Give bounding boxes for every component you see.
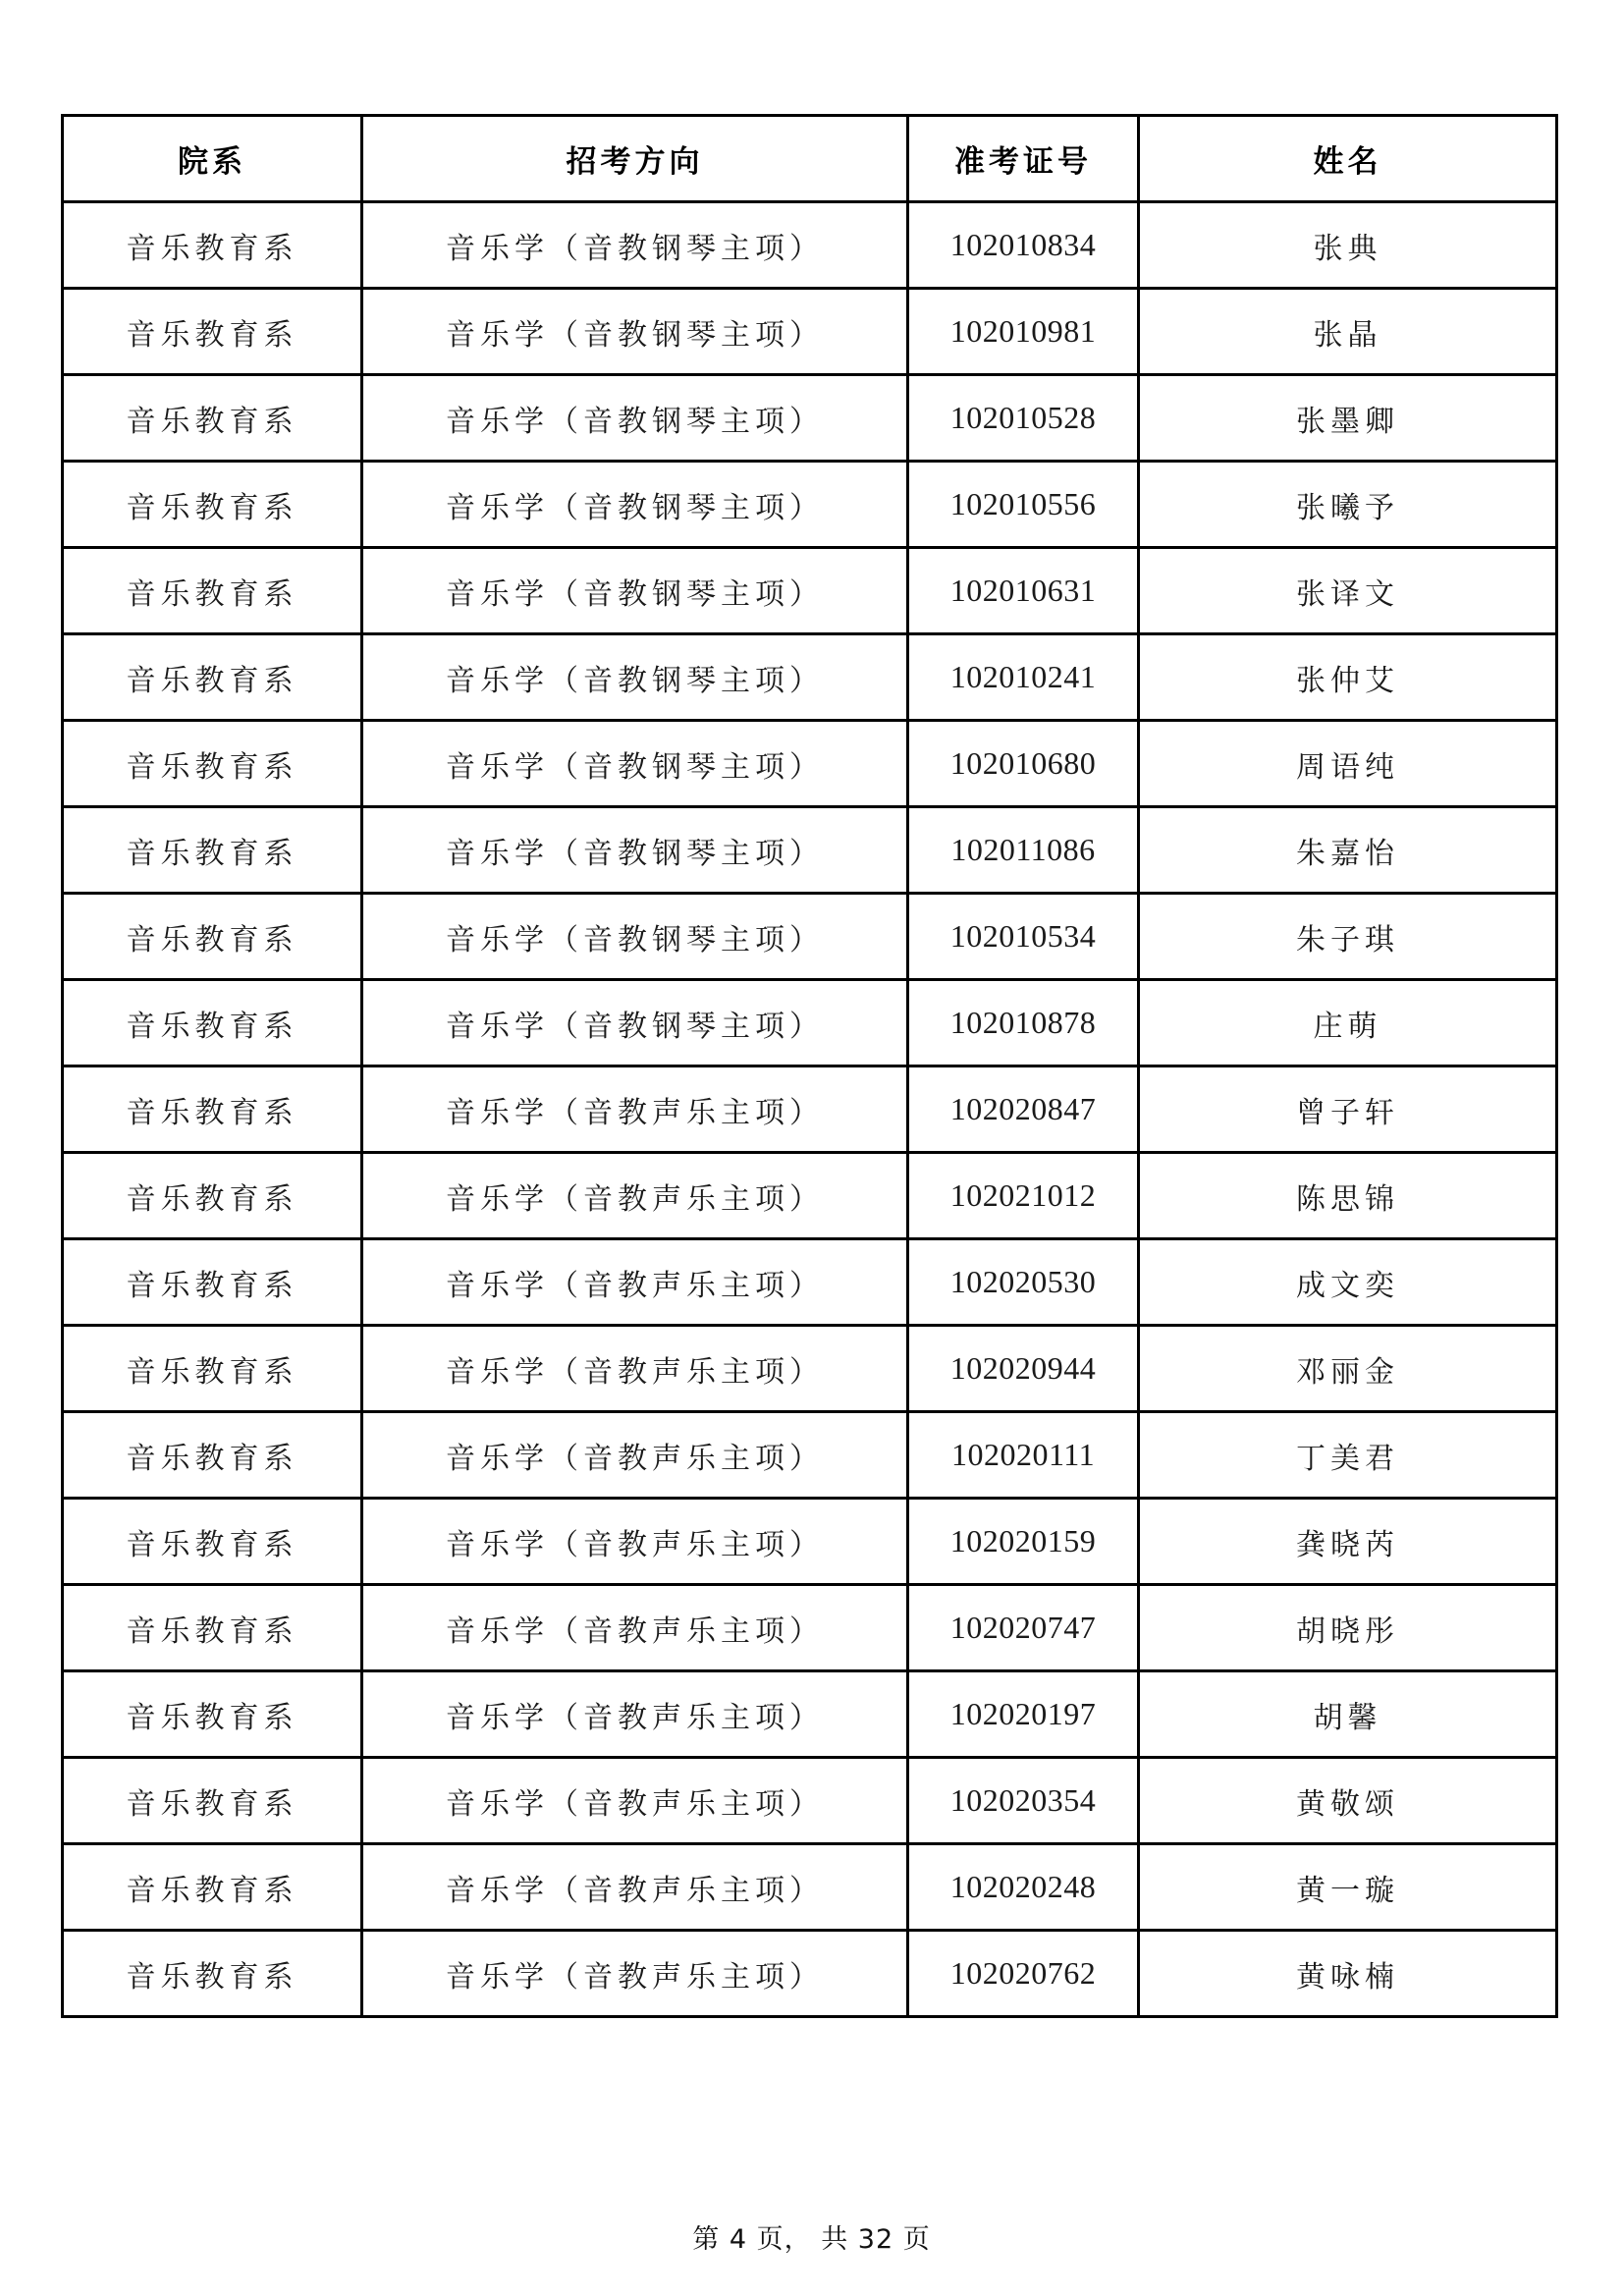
direction-cell: 音乐学（音教声乐主项） <box>362 1931 908 2017</box>
name-cell: 陈思锦 <box>1139 1153 1557 1239</box>
direction-cell: 音乐学（音教钢琴主项） <box>362 375 908 462</box>
direction-cell: 音乐学（音教钢琴主项） <box>362 980 908 1066</box>
header-department: 院系 <box>63 116 362 202</box>
header-exam-id: 准考证号 <box>908 116 1139 202</box>
exam-id-cell: 102020197 <box>908 1671 1139 1758</box>
exam-id-cell: 102020847 <box>908 1066 1139 1153</box>
direction-cell: 音乐学（音教钢琴主项） <box>362 462 908 548</box>
table-row <box>63 1066 1557 1153</box>
department-cell: 音乐教育系 <box>63 1412 362 1499</box>
table-row <box>63 980 1557 1066</box>
direction-cell: 音乐学（音教声乐主项） <box>362 1412 908 1499</box>
direction-cell: 音乐学（音教声乐主项） <box>362 1585 908 1671</box>
direction-cell: 音乐学（音教声乐主项） <box>362 1066 908 1153</box>
exam-id-cell: 102010834 <box>908 202 1139 289</box>
direction-cell: 音乐学（音教钢琴主项） <box>362 721 908 807</box>
table-row <box>63 202 1557 289</box>
name-cell: 胡晓彤 <box>1139 1585 1557 1671</box>
exam-id-cell: 102020159 <box>908 1499 1139 1585</box>
name-cell: 邓丽金 <box>1139 1326 1557 1412</box>
department-cell: 音乐教育系 <box>63 721 362 807</box>
department-cell: 音乐教育系 <box>63 894 362 980</box>
exam-id-cell: 102010528 <box>908 375 1139 462</box>
department-cell: 音乐教育系 <box>63 807 362 894</box>
department-cell: 音乐教育系 <box>63 289 362 375</box>
name-cell: 张晶 <box>1139 289 1557 375</box>
name-cell: 庄萌 <box>1139 980 1557 1066</box>
table-row <box>63 1499 1557 1585</box>
table-header-row <box>63 116 1557 202</box>
direction-cell: 音乐学（音教钢琴主项） <box>362 807 908 894</box>
exam-id-cell: 102020354 <box>908 1758 1139 1844</box>
direction-cell: 音乐学（音教钢琴主项） <box>362 548 908 634</box>
direction-cell: 音乐学（音教钢琴主项） <box>362 202 908 289</box>
name-cell: 朱嘉怡 <box>1139 807 1557 894</box>
department-cell: 音乐教育系 <box>63 462 362 548</box>
direction-cell: 音乐学（音教声乐主项） <box>362 1844 908 1931</box>
department-cell: 音乐教育系 <box>63 1844 362 1931</box>
exam-id-cell: 102011086 <box>908 807 1139 894</box>
table-row <box>63 1239 1557 1326</box>
header-direction: 招考方向 <box>362 116 908 202</box>
department-cell: 音乐教育系 <box>63 1326 362 1412</box>
department-cell: 音乐教育系 <box>63 548 362 634</box>
name-cell: 周语纯 <box>1139 721 1557 807</box>
exam-id-cell: 102020944 <box>908 1326 1139 1412</box>
exam-id-cell: 102010680 <box>908 721 1139 807</box>
header-name: 姓名 <box>1139 116 1557 202</box>
direction-cell: 音乐学（音教声乐主项） <box>362 1153 908 1239</box>
department-cell: 音乐教育系 <box>63 202 362 289</box>
department-cell: 音乐教育系 <box>63 1239 362 1326</box>
table-body <box>63 202 1557 2017</box>
exam-id-cell: 102020111 <box>908 1412 1139 1499</box>
name-cell: 丁美君 <box>1139 1412 1557 1499</box>
exam-id-cell: 102021012 <box>908 1153 1139 1239</box>
table-row <box>63 1758 1557 1844</box>
direction-cell: 音乐学（音教钢琴主项） <box>362 894 908 980</box>
table-row <box>63 1153 1557 1239</box>
direction-cell: 音乐学（音教声乐主项） <box>362 1326 908 1412</box>
direction-cell: 音乐学（音教声乐主项） <box>362 1499 908 1585</box>
department-cell: 音乐教育系 <box>63 1758 362 1844</box>
table-row <box>63 1585 1557 1671</box>
name-cell: 张曦予 <box>1139 462 1557 548</box>
table-row <box>63 1844 1557 1931</box>
name-cell: 黄敬颂 <box>1139 1758 1557 1844</box>
table-row <box>63 807 1557 894</box>
page-number: 第 4 页， 共 32 页 <box>692 2224 931 2255</box>
department-cell: 音乐教育系 <box>63 1066 362 1153</box>
direction-cell: 音乐学（音教钢琴主项） <box>362 289 908 375</box>
table-row <box>63 1931 1557 2017</box>
table-row <box>63 721 1557 807</box>
table-row <box>63 462 1557 548</box>
department-cell: 音乐教育系 <box>63 1153 362 1239</box>
department-cell: 音乐教育系 <box>63 1671 362 1758</box>
name-cell: 张墨卿 <box>1139 375 1557 462</box>
direction-cell: 音乐学（音教声乐主项） <box>362 1671 908 1758</box>
name-cell: 成文奕 <box>1139 1239 1557 1326</box>
table-row <box>63 289 1557 375</box>
exam-id-cell: 102020762 <box>908 1931 1139 2017</box>
name-cell: 张译文 <box>1139 548 1557 634</box>
name-cell: 黄咏楠 <box>1139 1931 1557 2017</box>
name-cell: 张仲艾 <box>1139 634 1557 721</box>
name-cell: 黄一璇 <box>1139 1844 1557 1931</box>
exam-id-cell: 102020747 <box>908 1585 1139 1671</box>
table-row <box>63 1671 1557 1758</box>
exam-id-cell: 102010241 <box>908 634 1139 721</box>
table-row <box>63 634 1557 721</box>
table-row <box>63 894 1557 980</box>
table-row <box>63 548 1557 634</box>
direction-cell: 音乐学（音教声乐主项） <box>362 1239 908 1326</box>
exam-id-cell: 102010981 <box>908 289 1139 375</box>
direction-cell: 音乐学（音教声乐主项） <box>362 1758 908 1844</box>
exam-id-cell: 102020530 <box>908 1239 1139 1326</box>
name-cell: 张典 <box>1139 202 1557 289</box>
department-cell: 音乐教育系 <box>63 980 362 1066</box>
exam-id-cell: 102010878 <box>908 980 1139 1066</box>
table-row <box>63 1326 1557 1412</box>
department-cell: 音乐教育系 <box>63 1585 362 1671</box>
department-cell: 音乐教育系 <box>63 1499 362 1585</box>
name-cell: 胡馨 <box>1139 1671 1557 1758</box>
name-cell: 朱子琪 <box>1139 894 1557 980</box>
direction-cell: 音乐学（音教钢琴主项） <box>362 634 908 721</box>
department-cell: 音乐教育系 <box>63 634 362 721</box>
department-cell: 音乐教育系 <box>63 375 362 462</box>
exam-id-cell: 102020248 <box>908 1844 1139 1931</box>
name-cell: 曾子轩 <box>1139 1066 1557 1153</box>
name-cell: 龚晓芮 <box>1139 1499 1557 1585</box>
exam-id-cell: 102010631 <box>908 548 1139 634</box>
table-row <box>63 1412 1557 1499</box>
department-cell: 音乐教育系 <box>63 1931 362 2017</box>
exam-id-cell: 102010534 <box>908 894 1139 980</box>
table-row <box>63 375 1557 462</box>
admission-list-table <box>61 114 1558 2018</box>
exam-id-cell: 102010556 <box>908 462 1139 548</box>
